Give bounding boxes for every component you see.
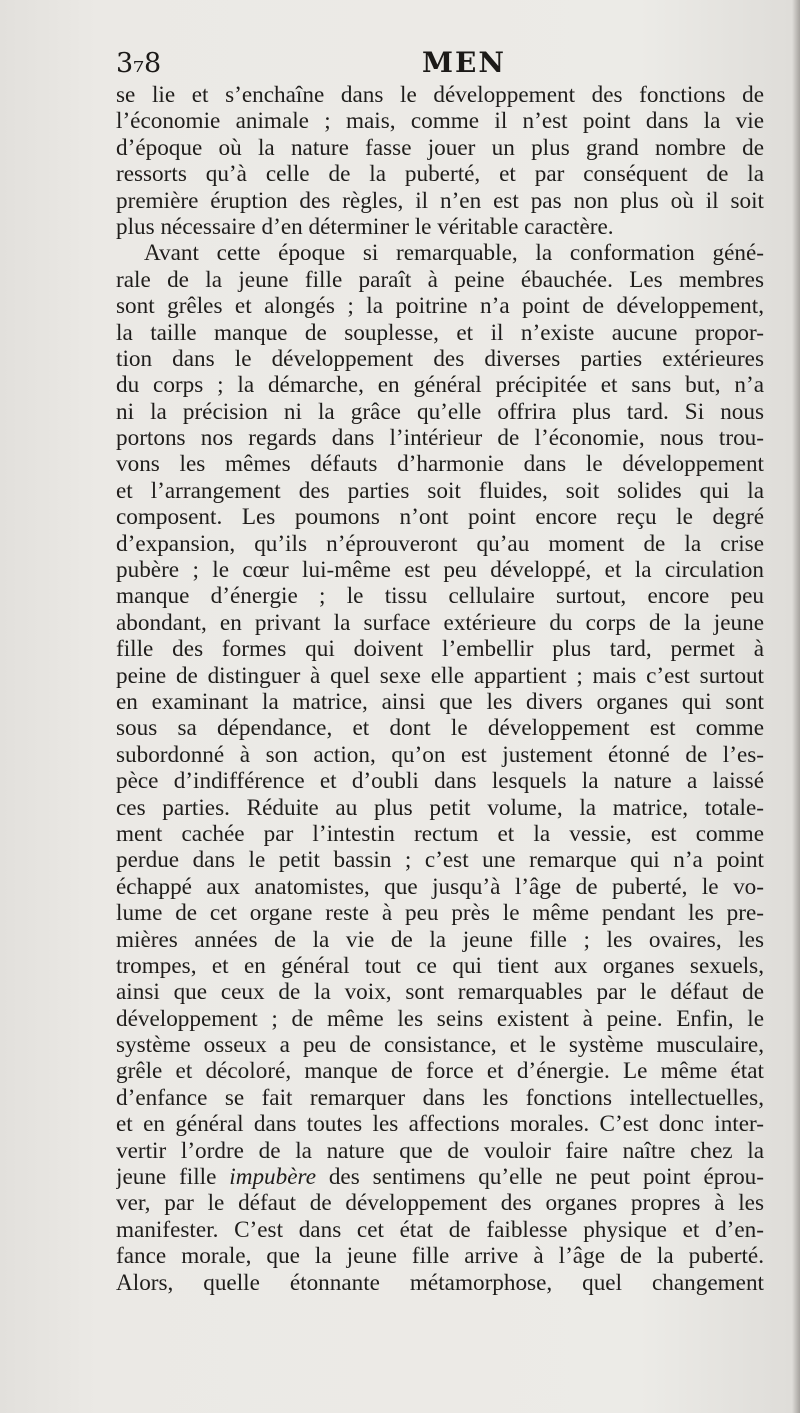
text-line: échappé aux anatomistes, que jusqu’à l’âge de puberté, le vo- bbox=[116, 873, 764, 900]
text-line: du corps ; la démarche, en général précipitée et sans but, n’a bbox=[116, 372, 764, 399]
text-line: fille des formes qui doivent l’embellir plus tard, permet à bbox=[116, 636, 764, 663]
page-number: 3₇8 bbox=[116, 48, 162, 79]
text-line: et en général dans toutes les affections morales. C’est donc inter- bbox=[116, 1111, 764, 1138]
text-line: subordonné à son action, qu’on est justement étonné de l’es- bbox=[116, 741, 764, 768]
text-line: système osseux a peu de consistance, et le système musculaire, bbox=[116, 1032, 764, 1059]
text-line: ressorts qu’à celle de la puberté, et par conséquent de la bbox=[116, 161, 764, 188]
text-line: grêle et décoloré, manque de force et d’énergie. Le même état bbox=[116, 1058, 764, 1085]
italic-word: impubère bbox=[229, 1164, 316, 1191]
text-line: d’époque où la nature fasse jouer un plus grand nombre de bbox=[116, 134, 764, 161]
text-line: manque d’énergie ; le tissu cellulaire surtout, encore peu bbox=[116, 583, 764, 610]
text-line: perdue dans le petit bassin ; c’est une remarque qui n’a point bbox=[116, 847, 764, 874]
page-gutter-shadow bbox=[792, 0, 800, 1413]
text-line: ainsi que ceux de la voix, sont remarquables par le défaut de bbox=[116, 979, 764, 1006]
text-line: pubère ; le cœur lui-même est peu développé, et la circulation bbox=[116, 557, 764, 584]
paragraph-2 bbox=[116, 240, 764, 1296]
text-line: ni la précision ni la grâce qu’elle offrira plus tard. Si nous bbox=[116, 398, 764, 425]
text-line: portons nos regards dans l’intérieur de l’économie, nous trou- bbox=[116, 425, 764, 452]
text-line: abondant, en privant la surface extérieure du corps de la jeune bbox=[116, 609, 764, 636]
text-line: rale de la jeune fille paraît à peine ébauchée. Les membres bbox=[116, 266, 764, 293]
text-line: développement ; de même les seins existent à peine. Enfin, le bbox=[116, 1005, 764, 1032]
text-line: la taille manque de souplesse, et il n’existe aucune propor- bbox=[116, 319, 764, 346]
text-line: sont grêles et alongés ; la poitrine n’a point de développement, bbox=[116, 293, 764, 320]
text-line: ces parties. Réduite au plus petit volume, la matrice, totale- bbox=[116, 794, 764, 821]
text-line: tion dans le développement des diverses parties extérieures bbox=[116, 345, 764, 372]
text-line: fance morale, que la jeune fille arrive à l’âge de la puberté. bbox=[116, 1243, 764, 1270]
paragraph-1 bbox=[116, 82, 764, 240]
text-line: trompes, et en général tout ce qui tient aux organes sexuels, bbox=[116, 952, 764, 979]
text-line: Alors, quelle étonnante métamorphose, quel changement bbox=[116, 1269, 764, 1296]
text-line: mières années de la vie de la jeune fille ; les ovaires, les bbox=[116, 926, 764, 953]
text-line: peine de distinguer à quel sexe elle appartient ; mais c’est surtout bbox=[116, 662, 764, 689]
text-line: Avant cette époque si remarquable, la conformation géné- bbox=[144, 240, 764, 267]
text-line: ment cachée par l’intestin rectum et la vessie, est comme bbox=[116, 820, 764, 847]
text-line: l’économie animale ; mais, comme il n’est point dans la vie bbox=[116, 108, 764, 135]
text-line: ver, par le défaut de développement des organes propres à les bbox=[116, 1190, 764, 1217]
text-line: manifester. C’est dans cet état de faiblesse physique et d’en- bbox=[116, 1216, 764, 1243]
text-line: se lie et s’enchaîne dans le développement des fonctions de bbox=[116, 82, 764, 108]
page-header bbox=[116, 44, 764, 84]
text-line: pèce d’indifférence et d’oubli dans lesquels la nature a laissé bbox=[116, 768, 764, 795]
body-text bbox=[116, 82, 764, 1296]
text-line: d’expansion, qu’ils n’éprouveront qu’au moment de la crise bbox=[116, 530, 764, 557]
text-line: vons les mêmes défauts d’harmonie dans le développement bbox=[116, 451, 764, 478]
text-line-with-italic: jeune fille impubère des sentimens qu’elle ne peut point éprou- bbox=[116, 1164, 764, 1191]
text-line: et l’arrangement des parties soit fluides, soit solides qui la bbox=[116, 477, 764, 504]
text-line: composent. Les poumons n’ont point encore reçu le degré bbox=[116, 504, 764, 531]
text-line: sous sa dépendance, et dont le développement est comme bbox=[116, 715, 764, 742]
text-line: en examinant la matrice, ainsi que les divers organes qui sont bbox=[116, 688, 764, 715]
text-line: première éruption des règles, il n’en est pas non plus où il soit bbox=[116, 187, 764, 214]
text-line: lume de cet organe reste à peu près le même pendant les pre- bbox=[116, 900, 764, 927]
text-line: plus nécessaire d’en déterminer le véritable caractère. bbox=[116, 213, 614, 240]
text-line: vertir l’ordre de la nature que de vouloir faire naître chez la bbox=[116, 1137, 764, 1164]
running-head: MEN bbox=[422, 46, 506, 79]
text-line: d’enfance se fait remarquer dans les fonctions intellectuelles, bbox=[116, 1084, 764, 1111]
